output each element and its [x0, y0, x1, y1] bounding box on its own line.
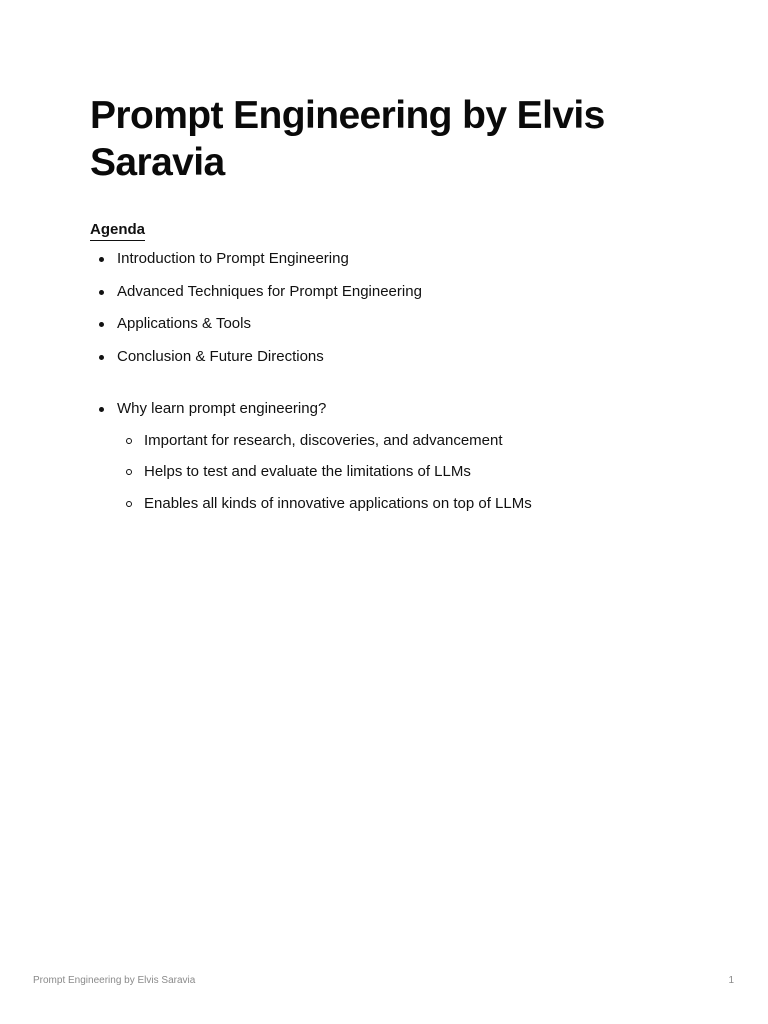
page-content	[90, 92, 690, 526]
footer-title: Prompt Engineering by Elvis Saravia	[33, 975, 196, 986]
hollow-bullet-icon	[126, 501, 132, 507]
list-item-text: Advanced Techniques for Prompt Engineering	[117, 282, 422, 300]
page-title: Prompt Engineering by Elvis Saravia	[90, 94, 605, 184]
bullet-icon	[99, 290, 104, 295]
list-item	[90, 314, 690, 334]
sub-list-item-text: Enables all kinds of innovative applications on top of LLMs	[144, 494, 532, 512]
list-item-text: Applications & Tools	[117, 315, 251, 332]
list-item	[90, 399, 690, 514]
list-item	[90, 347, 690, 367]
bullet-icon	[99, 257, 104, 262]
footer-page-number: 1	[728, 975, 734, 986]
bullet-icon	[99, 407, 104, 412]
list-item	[90, 282, 690, 302]
why-sub-list	[117, 431, 690, 514]
sub-list-item	[117, 431, 690, 451]
sub-list-item	[117, 494, 690, 514]
sub-list-item-text: Helps to test and evaluate the limitations of LLMs	[144, 463, 471, 480]
list-item-text: Why learn prompt engineering?	[117, 399, 327, 417]
agenda-list	[90, 249, 690, 367]
bullet-icon	[99, 355, 104, 360]
why-list	[90, 399, 690, 514]
list-item	[90, 249, 690, 269]
sub-list-item	[117, 462, 690, 482]
sub-list-item-text: Important for research, discoveries, and advancement	[144, 431, 503, 449]
list-item-text: Introduction to Prompt Engineering	[117, 250, 349, 267]
hollow-bullet-icon	[126, 438, 132, 444]
list-item-text: Conclusion & Future Directions	[117, 347, 324, 365]
bullet-icon	[99, 322, 104, 327]
agenda-heading: Agenda	[90, 220, 145, 241]
hollow-bullet-icon	[126, 469, 132, 475]
